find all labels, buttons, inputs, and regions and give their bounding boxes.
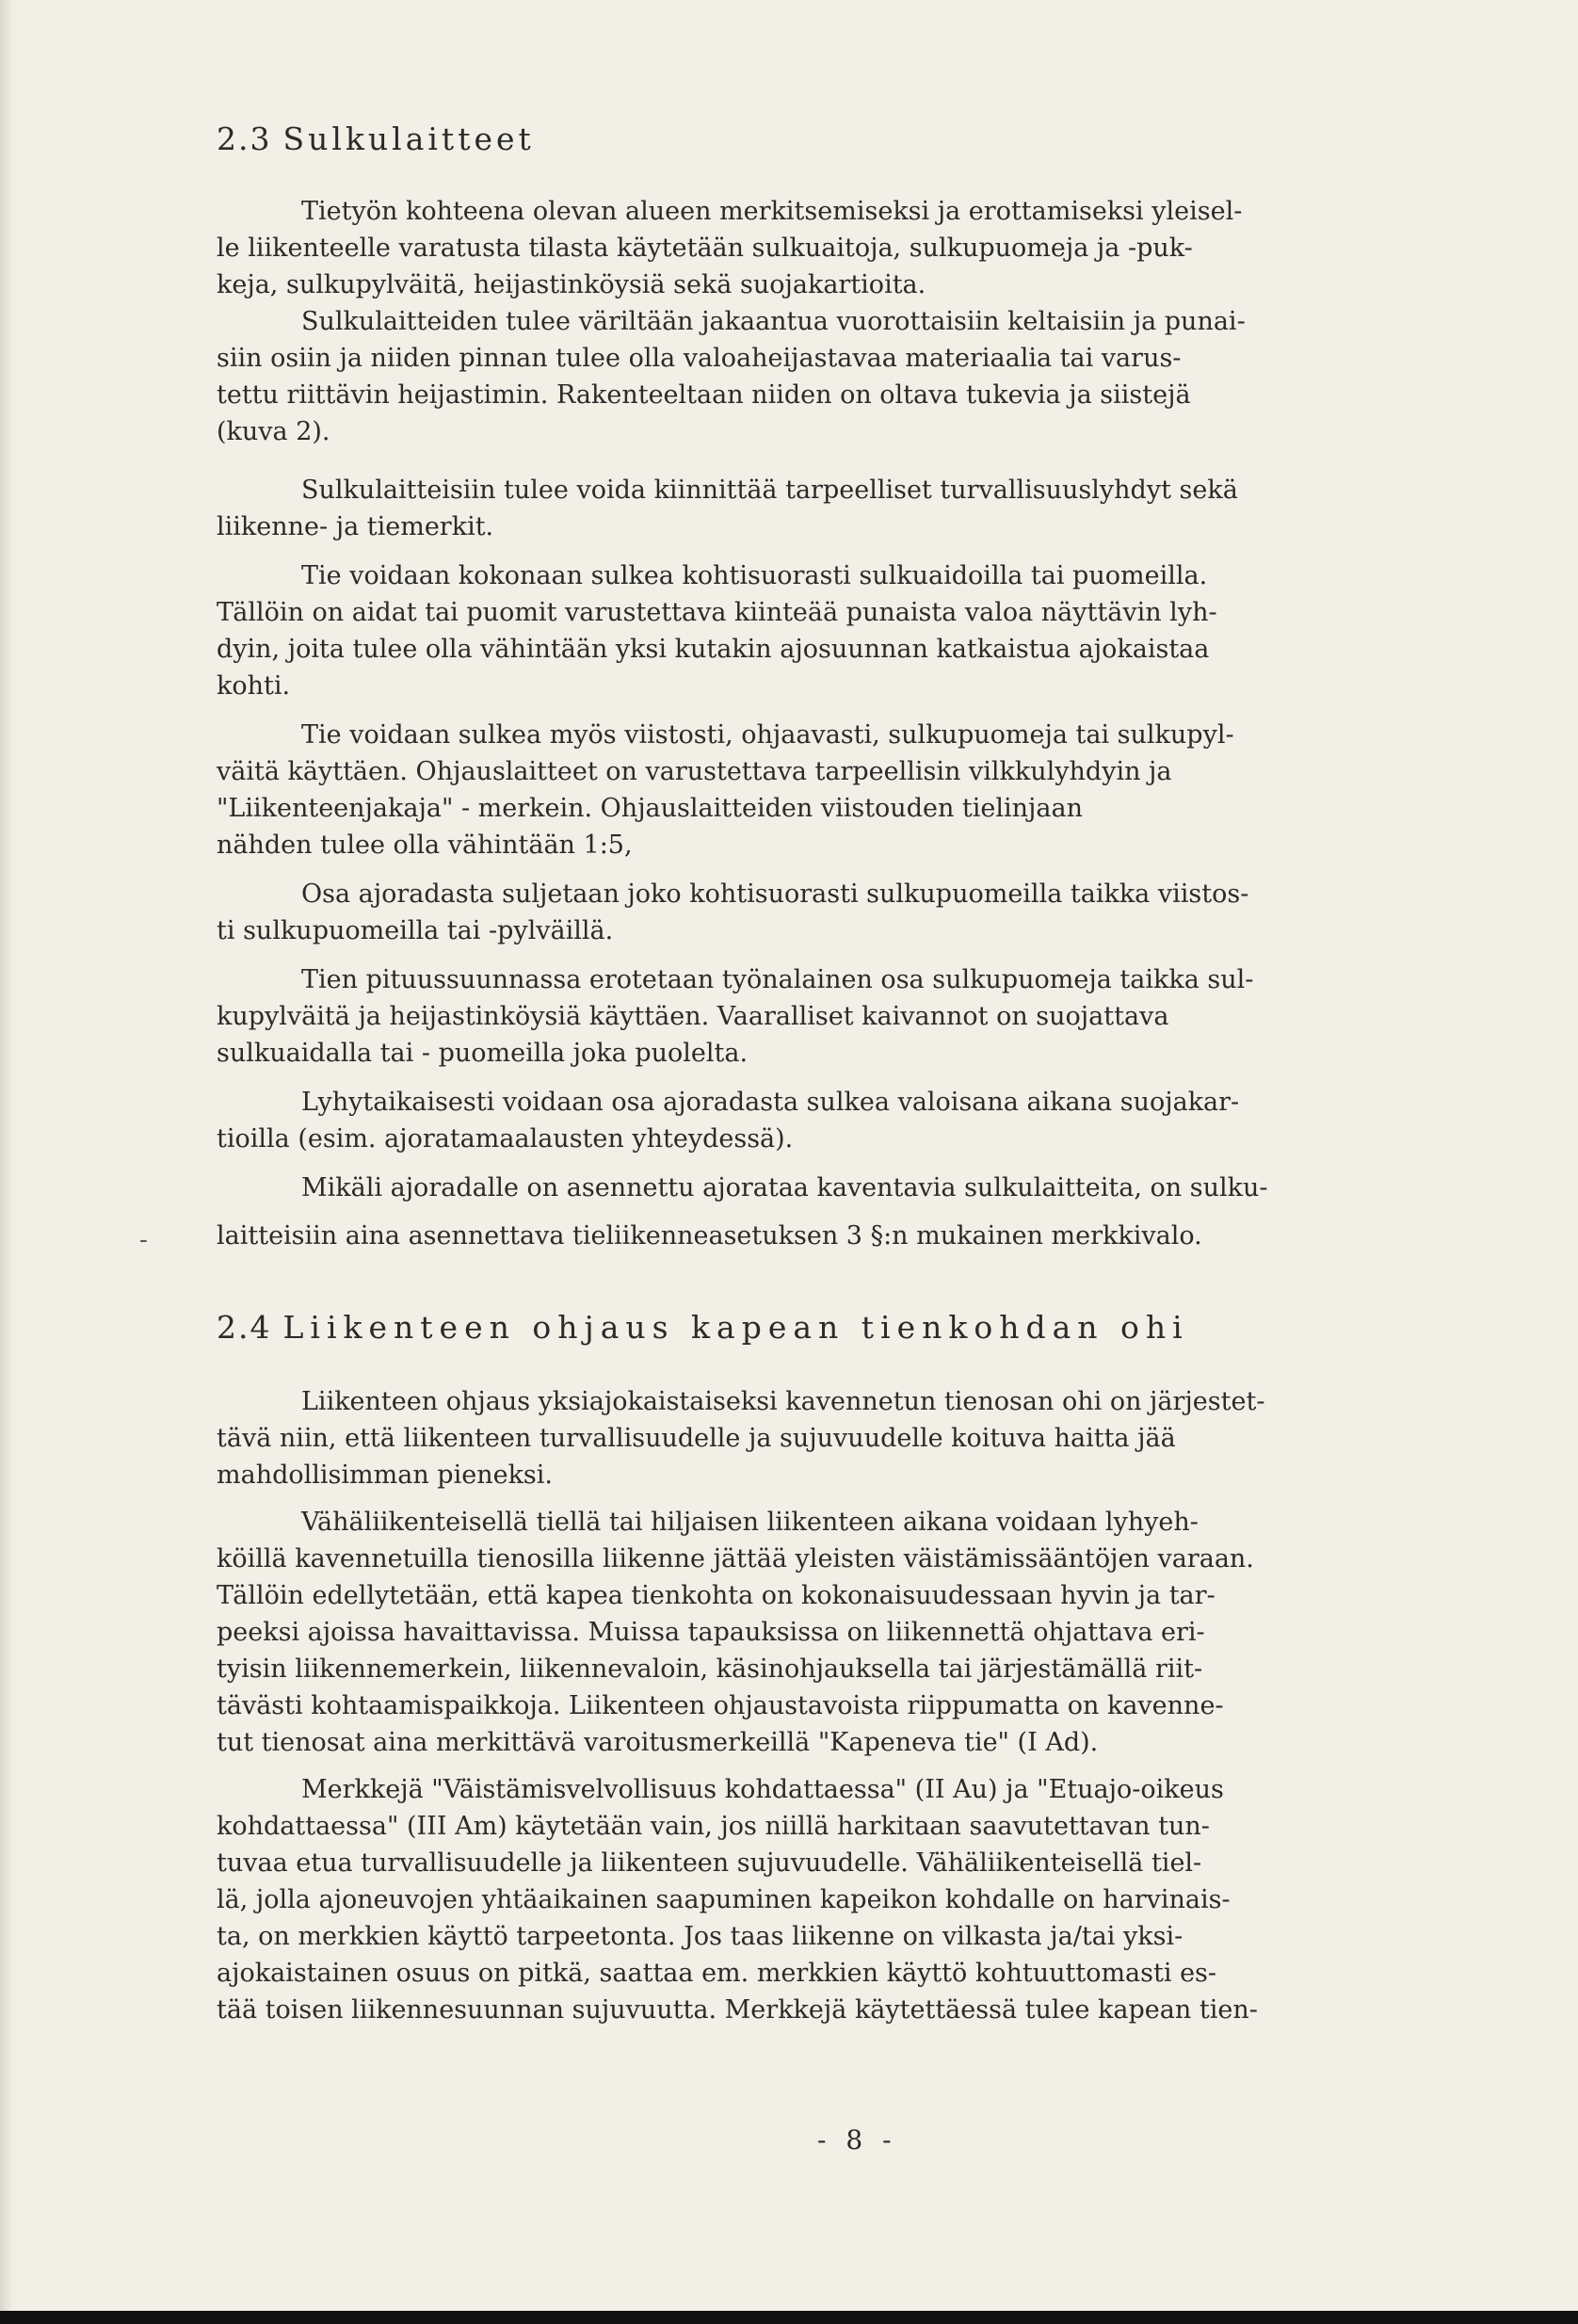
text-line: keja, sulkupylväitä, heijastinköysiä sekä suojakartioita.	[217, 270, 926, 299]
text-line: ta, on merkkien käyttö tarpeetonta. Jos taas liikenne on vilkasta ja/tai yksi-	[217, 1922, 1184, 1951]
text-line: Tie voidaan sulkea myös viistosti, ohjaavasti, sulkupuomeja tai sulkupyl-	[301, 720, 1234, 750]
text-line: köillä kavennetuilla tienosilla liikenne jättää yleisten väistämissääntöjen varaan.	[217, 1544, 1254, 1574]
text-line: le liikenteelle varatusta tilasta käytetään sulkuaitoja, sulkupuomeja ja -puk-	[217, 234, 1193, 263]
text-line: nähden tulee olla vähintään 1:5,	[217, 831, 633, 860]
text-line: Tietyön kohteena olevan alueen merkitsemiseksi ja erottamiseksi yleisel-	[301, 197, 1243, 226]
text-line: dyin, joita tulee olla vähintään yksi kutakin ajosuunnan katkaistua ajokaistaa	[217, 635, 1210, 664]
text-line: "Liikenteenjakaja" - merkein. Ohjauslaitteiden viistouden tielinjaan	[217, 794, 1084, 823]
text-line: Sulkulaitteiden tulee väriltään jakaantua vuorottaisiin keltaisiin ja punai-	[301, 307, 1246, 336]
text-line: Merkkejä "Väistämisvelvollisuus kohdattaessa" (II Au) ja "Etuajo-oikeus	[301, 1775, 1224, 1804]
text-line: siin osiin ja niiden pinnan tulee olla valoaheijastavaa materiaalia tai varus-	[217, 344, 1182, 373]
text-line: tut tienosat aina merkittävä varoitusmerkeillä "Kapeneva tie" (I Ad).	[217, 1728, 1099, 1757]
text-line: Sulkulaitteisiin tulee voida kiinnittää tarpeelliset turvallisuuslyhdyt sekä	[301, 476, 1238, 505]
text-line: Tällöin edellytetään, että kapea tienkohta on kokonaisuudessaan hyvin ja tar-	[217, 1581, 1216, 1610]
text-line: Tien pituussuunnassa erotetaan työnalainen osa sulkupuomeja taikka sul-	[301, 965, 1254, 994]
text-line: Osa ajoradasta suljetaan joko kohtisuorasti sulkupuomeilla taikka viistos-	[301, 880, 1249, 909]
text-line: tettu riittävin heijastimin. Rakenteeltaan niiden on oltava tukevia ja siistejä	[217, 380, 1191, 410]
text-line: tioilla (esim. ajoratamaalausten yhteydessä).	[217, 1124, 794, 1154]
section-number: 2.3	[217, 121, 272, 157]
page-edge-shadow	[0, 0, 13, 2324]
text-line: laitteisiin aina asennettava tieliikenneasetuksen 3 §:n mukainen merkkivalo.	[217, 1221, 1202, 1251]
text-line: mahdollisimman pieneksi.	[217, 1461, 553, 1490]
text-line: (kuva 2).	[217, 417, 330, 446]
text-line: tävästi kohtaamispaikkoja. Liikenteen ohjaustavoista riippumatta on kavenne-	[217, 1691, 1224, 1720]
section-heading-2-4	[217, 1309, 1189, 1346]
text-line: Tällöin on aidat tai puomit varustettava kiinteää punaista valoa näyttävin lyh-	[217, 598, 1217, 627]
text-line: Vähäliikenteisellä tiellä tai hiljaisen liikenteen aikana voidaan lyhyeh-	[301, 1508, 1199, 1537]
text-line: kupylväitä ja heijastinköysiä käyttäen. Vaaralliset kaivannot on suojattava	[217, 1002, 1169, 1031]
text-line: ti sulkupuomeilla tai -pylväillä.	[217, 916, 614, 945]
text-line: lä, jolla ajoneuvojen yhtäaikainen saapuminen kapeikon kohdalle on harvinais-	[217, 1885, 1231, 1914]
text-line: väitä käyttäen. Ohjauslaitteet on varustettava tarpeellisin vilkkulyhdyin ja	[217, 757, 1172, 786]
page-number: - 8 -	[817, 2124, 897, 2155]
text-line: tyisin liikennemerkein, liikennevaloin, käsinohjauksella tai järjestämällä riit-	[217, 1654, 1203, 1684]
text-line: sulkuaidalla tai - puomeilla joka puolelta.	[217, 1039, 749, 1068]
section-title: Sulkulaitteet	[282, 121, 535, 157]
text-line: Liikenteen ohjaus yksiajokaistaiseksi kavennetun tienosan ohi on järjestet-	[301, 1387, 1265, 1416]
text-line: kohti.	[217, 671, 291, 701]
margin-mark: -	[139, 1226, 148, 1254]
text-line: tuvaa etua turvallisuudelle ja liikenteen sujuvuudelle. Vähäliikenteisellä tiel-	[217, 1848, 1202, 1878]
text-line: kohdattaessa" (III Am) käytetään vain, jos niillä harkitaan saavutettavan tun-	[217, 1812, 1210, 1841]
scan-border	[0, 2311, 1578, 2324]
section-number: 2.4	[217, 1309, 272, 1346]
section-heading-2-3	[217, 121, 535, 157]
text-line: Tie voidaan kokonaan sulkea kohtisuorasti sulkuaidoilla tai puomeilla.	[301, 561, 1208, 590]
text-line: tää toisen liikennesuunnan sujuvuutta. Merkkejä käytettäessä tulee kapean tien-	[217, 1995, 1258, 2025]
text-line: ajokaistainen osuus on pitkä, saattaa em. merkkien käyttö kohtuuttomasti es-	[217, 1959, 1217, 1988]
text-line: Lyhytaikaisesti voidaan osa ajoradasta sulkea valoisana aikana suojakar-	[301, 1088, 1240, 1117]
text-line: Mikäli ajoradalle on asennettu ajorataa kaventavia sulkulaitteita, on sulku-	[301, 1173, 1268, 1202]
text-line: peeksi ajoissa havaittavissa. Muissa tapauksissa on liikennettä ohjattava eri-	[217, 1618, 1205, 1647]
section-title: Liikenteen ohjaus kapean tienkohdan ohi	[282, 1309, 1189, 1346]
text-line: liikenne- ja tiemerkit.	[217, 512, 494, 541]
text-line: tävä niin, että liikenteen turvallisuudelle ja sujuvuudelle koituva haitta jää	[217, 1424, 1176, 1453]
